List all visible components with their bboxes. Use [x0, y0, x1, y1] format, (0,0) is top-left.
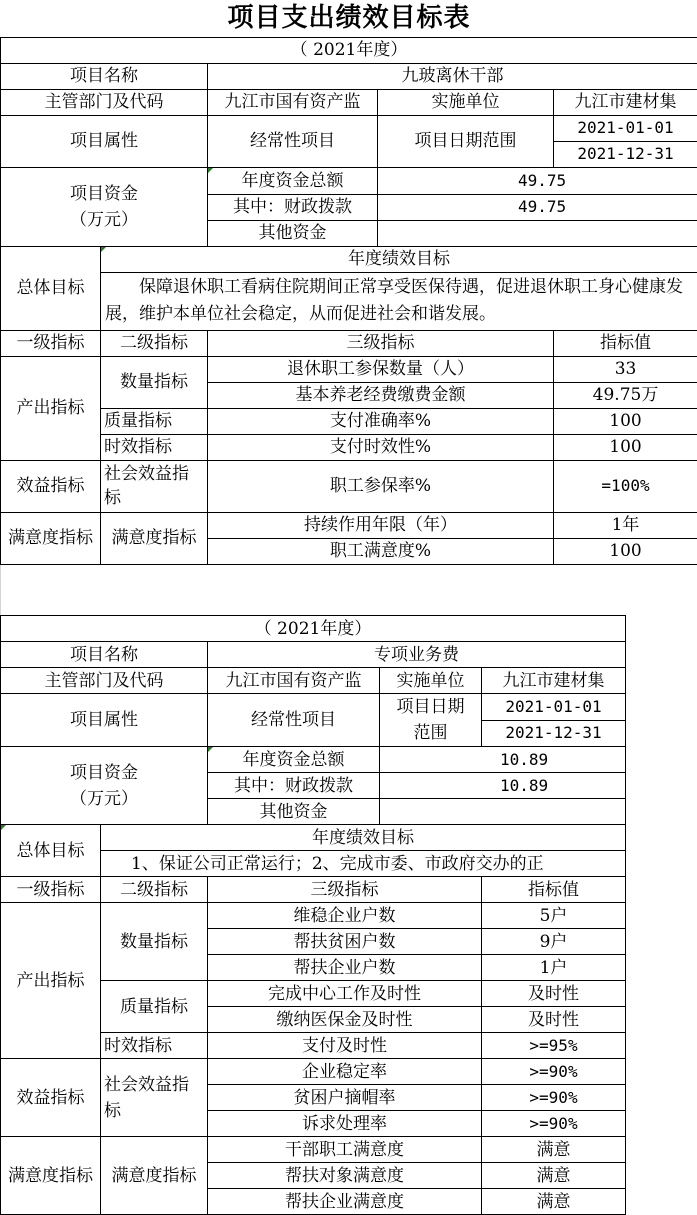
fund-total: 10.89 [380, 747, 626, 773]
indicator-name: 完成中心工作及时性 [208, 981, 482, 1007]
dept-label: 主管部门及代码 [1, 668, 208, 694]
indicator-value: 满意 [482, 1163, 626, 1189]
annual-goal-label: 年度绩效目标 [101, 825, 626, 851]
fund-fiscal-label: 其中：财政拨款 [208, 773, 380, 799]
period-label: 项目日期范围 [378, 115, 554, 167]
indicator-name: 支付准确率% [208, 408, 554, 434]
indicator-value: 及时性 [482, 981, 626, 1007]
indicator-value: >=90% [482, 1059, 626, 1085]
indicator-value: 49.75万 [554, 382, 697, 408]
impl-label: 实施单位 [378, 89, 554, 115]
indicator-name: 支付时效性% [208, 434, 554, 460]
goal-label: 总体目标 [1, 246, 101, 330]
header-level3: 三级指标 [208, 330, 554, 356]
benefit-indicator: 效益指标 [1, 460, 101, 512]
fund-label: 项目资金 （万元） [1, 167, 208, 246]
satisfaction-indicator-l2: 满意度指标 [101, 1137, 208, 1215]
indicator-name: 职工满意度% [208, 538, 554, 564]
indicator-value: 5户 [482, 903, 626, 929]
indicator-value: 9户 [482, 929, 626, 955]
dept-value: 九江市国有资产监 [208, 89, 378, 115]
header-level3: 三级指标 [208, 877, 482, 903]
fund-other-label: 其他资金 [208, 220, 378, 246]
benefit-indicator: 效益指标 [1, 1059, 101, 1137]
indicator-value: >=95% [482, 1033, 626, 1059]
header-value: 指标值 [554, 330, 697, 356]
indicator-name: 持续作用年限（年） [208, 512, 554, 538]
indicator-value: 100 [554, 408, 697, 434]
attr-value: 经常性项目 [208, 694, 380, 747]
header-level2: 二级指标 [101, 877, 208, 903]
goal-label: 总体目标 [1, 825, 101, 877]
project-name-label: 项目名称 [1, 642, 208, 668]
fund-fiscal: 10.89 [380, 773, 626, 799]
header-level2: 二级指标 [101, 330, 208, 356]
fiscal-year: （ 2021年度） [1, 616, 626, 642]
page-title: 项目支出绩效目标表 [1, 0, 697, 37]
start-date: 2021-01-01 [554, 115, 697, 141]
header-level1: 一级指标 [1, 330, 101, 356]
indicator-value: 1年 [554, 512, 697, 538]
impl-label: 实施单位 [380, 668, 482, 694]
indicator-name: 干部职工满意度 [208, 1137, 482, 1163]
indicator-value: 1户 [482, 955, 626, 981]
satisfaction-indicator-l1: 满意度指标 [1, 512, 101, 564]
attr-label: 项目属性 [1, 694, 208, 747]
indicator-value: 满意 [482, 1137, 626, 1163]
fund-other-value [380, 799, 626, 825]
indicator-name: 维稳企业户数 [208, 903, 482, 929]
indicator-name: 贫困户摘帽率 [208, 1085, 482, 1111]
goal-text: 1、保证公司正常运行；2、完成市委、市政府交办的正 [101, 851, 626, 877]
end-date: 2021-12-31 [554, 141, 697, 167]
annual-goal-label: 年度绩效目标 [101, 246, 697, 272]
fund-other-value [378, 220, 697, 246]
attr-label: 项目属性 [1, 115, 208, 167]
end-date: 2021-12-31 [482, 720, 626, 747]
performance-table-2 [0, 615, 626, 1215]
indicator-value: >=90% [482, 1111, 626, 1137]
indicator-name: 帮扶企业户数 [208, 955, 482, 981]
indicator-name: 基本养老经费缴费金额 [208, 382, 554, 408]
quantity-indicator: 数量指标 [101, 356, 208, 408]
header-value: 指标值 [482, 877, 626, 903]
satisfaction-indicator-l1: 满意度指标 [1, 1137, 101, 1215]
dept-label: 主管部门及代码 [1, 89, 208, 115]
impl-value: 九江市建材集 [482, 668, 626, 694]
fund-total-label: 年度资金总额 [208, 167, 378, 194]
fund-total-label: 年度资金总额 [208, 747, 380, 773]
fund-fiscal: 49.75 [378, 194, 697, 220]
output-indicator: 产出指标 [1, 356, 101, 460]
indicator-name: 职工参保率% [208, 460, 554, 512]
timeliness-indicator: 时效指标 [101, 434, 208, 460]
indicator-name: 帮扶对象满意度 [208, 1163, 482, 1189]
satisfaction-indicator-l2: 满意度指标 [101, 512, 208, 564]
indicator-value: 及时性 [482, 1007, 626, 1033]
impl-value: 九江市建材集 [554, 89, 697, 115]
attr-value: 经常性项目 [208, 115, 378, 167]
performance-table-1 [0, 0, 697, 565]
fund-fiscal-label: 其中：财政拨款 [208, 194, 378, 220]
header-level1: 一级指标 [1, 877, 101, 903]
quantity-indicator: 数量指标 [101, 903, 208, 981]
social-benefit-indicator: 社会效益指标 [101, 460, 208, 512]
output-indicator: 产出指标 [1, 903, 101, 1059]
indicator-value: 满意 [482, 1189, 626, 1215]
project-name: 九玻离休干部 [208, 63, 697, 89]
start-date: 2021-01-01 [482, 694, 626, 721]
fund-total: 49.75 [378, 167, 697, 194]
indicator-value: =100% [554, 460, 697, 512]
indicator-name: 帮扶贫困户数 [208, 929, 482, 955]
timeliness-indicator: 时效指标 [101, 1033, 208, 1059]
indicator-name: 退休职工参保数量（人） [208, 356, 554, 382]
indicator-name: 企业稳定率 [208, 1059, 482, 1085]
project-name-label: 项目名称 [1, 63, 208, 89]
indicator-value: >=90% [482, 1085, 626, 1111]
project-name: 专项业务费 [208, 642, 626, 668]
quality-indicator: 质量指标 [101, 408, 208, 434]
fiscal-year: （ 2021年度） [1, 37, 697, 63]
indicator-name: 帮扶企业满意度 [208, 1189, 482, 1215]
indicator-name: 支付及时性 [208, 1033, 482, 1059]
indicator-value: 33 [554, 356, 697, 382]
dept-value: 九江市国有资产监 [208, 668, 380, 694]
fund-label: 项目资金 （万元） [1, 747, 208, 825]
indicator-value: 100 [554, 434, 697, 460]
social-benefit-indicator: 社会效益指标 [101, 1059, 208, 1137]
quality-indicator: 质量指标 [101, 981, 208, 1033]
indicator-name: 缴纳医保金及时性 [208, 1007, 482, 1033]
fund-other-label: 其他资金 [208, 799, 380, 825]
goal-text: 保障退休职工看病住院期间正常享受医保待遇，促进退休职工身心健康发展，维护本单位社会稳定，从而促进社会和谐发展。 [101, 272, 697, 330]
indicator-value: 100 [554, 538, 697, 564]
period-label: 项目日期 范围 [380, 694, 482, 747]
indicator-name: 诉求处理率 [208, 1111, 482, 1137]
